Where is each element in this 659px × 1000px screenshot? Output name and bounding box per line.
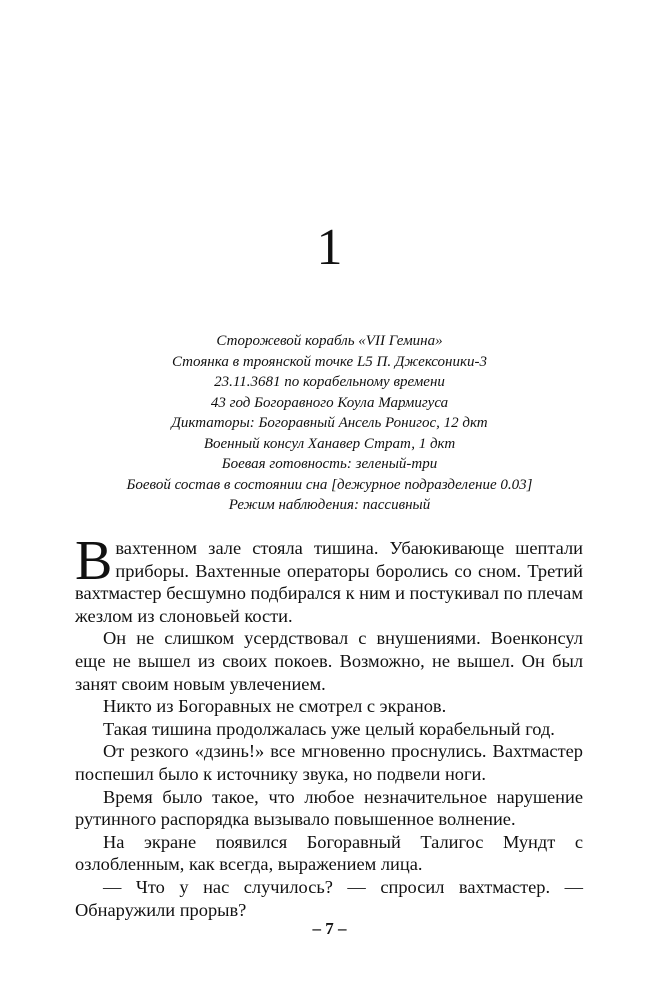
paragraph: Такая тишина продолжалась уже целый корабельный год. [103, 718, 555, 739]
paragraph: — Что у нас случилось? — спросил вахтмастер. — Обнаружили прорыв? [75, 876, 583, 920]
chapter-number: 1 [316, 219, 343, 276]
paragraph-text: вахтенном зале стояла тишина. Убаюкивающе шептали приборы. Вахтенные операторы боролись со сном. Третий вахтмастер бесшумно подбирался к ним и постукивал по плечам жезлом из слоновьей кости. [75, 538, 583, 626]
paragraph: Никто из Богоравных не смотрел с экранов. [103, 696, 447, 717]
page-number: – 7 – [312, 919, 347, 938]
epigraph-line: Боевой состав в состоянии сна [дежурное подразделение 0.03] [126, 476, 533, 493]
epigraph-line: Диктаторы: Богоравный Ансель Ронигос, 12 дкт [171, 415, 488, 431]
chapter-body-text [75, 530, 583, 921]
epigraph-line: 43 год Богоравного Коула Мармигуса [210, 394, 449, 411]
chapter-epigraph [0, 331, 659, 516]
drop-cap: В [75, 530, 113, 592]
paragraph: Время было такое, что любое незначительное нарушение рутинного распорядка вызывало повышенное волнение. [75, 786, 583, 830]
paragraph: От резкого «дзинь!» все мгновенно проснулись. Вахтмастер поспешил было к источнику звука, но подвели ноги. [75, 741, 583, 784]
epigraph-line: Стоянка в троянской точке L5 П. Джексоники-3 [171, 353, 488, 370]
epigraph-line: Режим наблюдения: пассивный [228, 497, 431, 513]
epigraph-line: Боевая готовность: зеленый-три [221, 456, 438, 472]
epigraph-line: Сторожевой корабль «VII Гемина» [216, 333, 443, 349]
epigraph-line: 23.11.3681 по корабельному времени [214, 374, 445, 390]
paragraph: Он не слишком усердствовал с внушениями. Военконсул еще не вышел из своих покоев. Возможно, не вышел. Он был занят своим новым увлечением. [75, 628, 583, 694]
epigraph-line: Военный консул Ханавер Страт, 1 дкт [203, 435, 456, 452]
paragraph: На экране появился Богоравный Талигос Мундт с озлобленным, как всегда, выражением лица. [75, 831, 583, 875]
paragraph [75, 530, 583, 627]
